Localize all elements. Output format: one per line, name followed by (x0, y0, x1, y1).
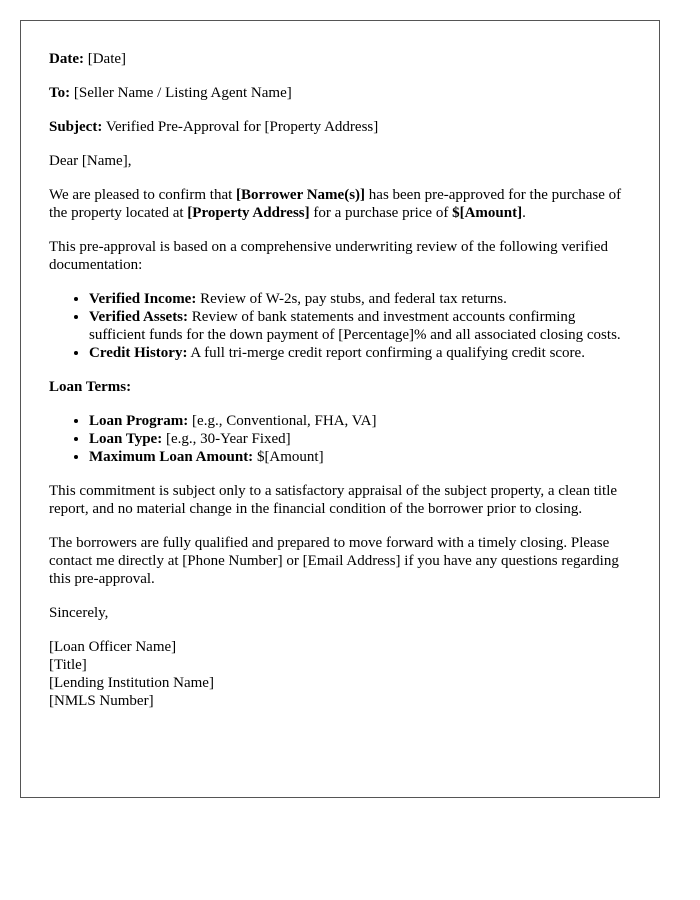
signature-title: [Title] (49, 657, 87, 673)
list-item-text: A full tri-merge credit report confirming a qualifying credit score. (187, 345, 585, 361)
intro-text-1: We are pleased to confirm that (49, 187, 237, 203)
date-label: Date: (49, 51, 84, 67)
list-item (89, 308, 631, 344)
signoff: Sincerely, (49, 605, 109, 621)
list-item-text: $[Amount] (253, 449, 324, 465)
verified-list (49, 290, 631, 362)
list-item-text: Review of bank statements and investment accounts confirming sufficient funds for the down payment of [Percentage]% and all associated closing costs. (89, 309, 621, 343)
list-item-label: Maximum Loan Amount: (89, 449, 254, 465)
list-item-text: [e.g., 30-Year Fixed] (162, 431, 291, 447)
list-item-text: [e.g., Conventional, FHA, VA] (188, 413, 377, 429)
letter-document (20, 20, 660, 798)
signature-block (49, 638, 631, 710)
property-address: [Property Address] (187, 205, 310, 221)
loan-terms-heading-text: Loan Terms: (49, 379, 132, 395)
loan-terms-list (49, 412, 631, 466)
list-item-label: Loan Program: (89, 413, 189, 429)
signature-nmls: [NMLS Number] (49, 693, 154, 709)
list-item-label: Verified Income: (89, 291, 197, 307)
list-item (89, 412, 631, 430)
purchase-amount: $[Amount] (452, 205, 523, 221)
closing-paragraph: The borrowers are fully qualified and prepared to move forward with a timely closing. Please contact me directly at [Phone Number] or [Email Address] if you have any questions regarding this pre-approval. (49, 535, 619, 587)
list-item (89, 290, 631, 308)
signature-institution: [Lending Institution Name] (49, 675, 214, 691)
salutation: Dear [Name], (49, 153, 132, 169)
loan-terms-heading (49, 378, 631, 396)
commitment-paragraph: This commitment is subject only to a satisfactory appraisal of the subject property, a clean title report, and no material change in the financial condition of the borrower prior to closing. (49, 483, 618, 517)
basis-paragraph: This pre-approval is based on a comprehensive underwriting review of the following verified documentation: (49, 239, 608, 273)
borrower-name: [Borrower Name(s)] (236, 187, 366, 203)
intro-text-4: . (522, 205, 526, 221)
intro-text-3: for a purchase price of (309, 205, 453, 221)
list-item-label: Credit History: (89, 345, 188, 361)
subject-label: Subject: (49, 119, 103, 135)
list-item-text: Review of W-2s, pay stubs, and federal tax returns. (196, 291, 507, 307)
list-item (89, 448, 631, 466)
date-line (49, 50, 631, 68)
to-label: To: (49, 85, 71, 101)
to-line (49, 84, 631, 102)
subject-line (49, 118, 631, 136)
subject-value: Verified Pre-Approval for [Property Address] (105, 119, 379, 135)
signature-name: [Loan Officer Name] (49, 639, 177, 655)
list-item-label: Verified Assets: (89, 309, 189, 325)
list-item (89, 344, 631, 362)
date-value: [Date] (87, 51, 127, 67)
intro-text-2: has been pre-approved for the purchase of the property located at (49, 187, 622, 221)
to-value: [Seller Name / Listing Agent Name] (73, 85, 292, 101)
list-item-label: Loan Type: (89, 431, 163, 447)
list-item (89, 430, 631, 448)
intro-paragraph (49, 186, 631, 222)
